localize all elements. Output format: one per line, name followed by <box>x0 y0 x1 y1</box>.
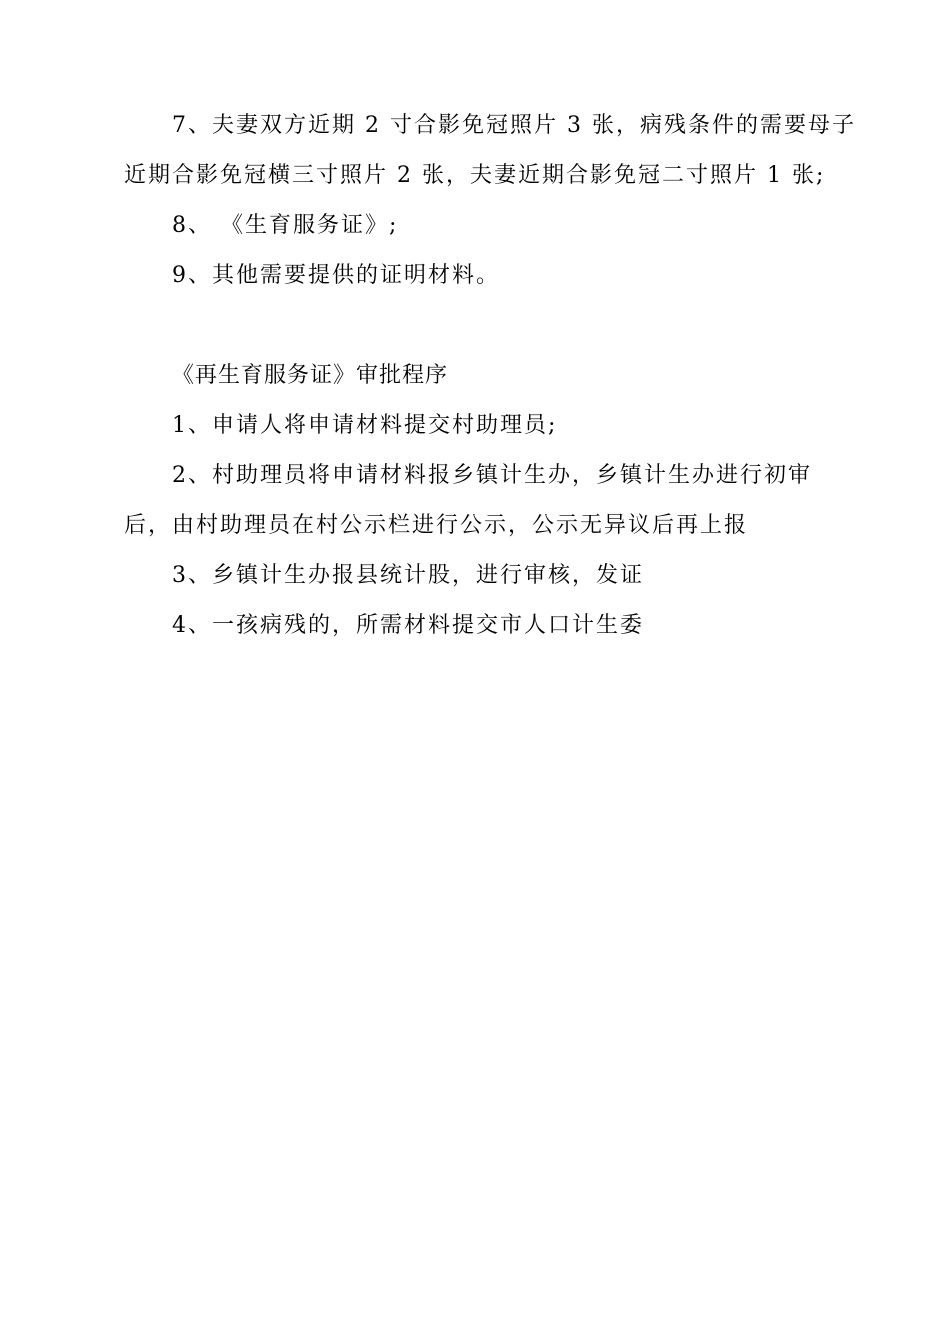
procedure-step-3: 3、乡镇计生办报县统计股，进行审核，发证 <box>172 563 644 588</box>
procedure-step-2-continued: 后，由村助理员在村公示栏进行公示，公示无异议后再上报 <box>124 513 749 538</box>
paragraph-item-8: 8、 《生育服务证》; <box>172 213 399 238</box>
paragraph-item-7-continued: 近期合影免冠横三寸照片 2 张，夫妻近期合影免冠二寸照片 1 张; <box>124 163 826 188</box>
procedure-step-4: 4、一孩病残的，所需材料提交市人口计生委 <box>172 613 644 638</box>
procedure-step-1: 1、申请人将申请材料提交村助理员; <box>172 413 558 438</box>
paragraph-item-9: 9、其他需要提供的证明材料。 <box>172 263 500 288</box>
procedure-step-2: 2、村助理员将申请材料报乡镇计生办，乡镇计生办进行初审 <box>172 463 812 488</box>
section-title: 《再生育服务证》审批程序 <box>172 363 449 388</box>
paragraph-item-7: 7、夫妻双方近期 2 寸合影免冠照片 3 张，病残条件的需要母子 <box>172 113 856 138</box>
